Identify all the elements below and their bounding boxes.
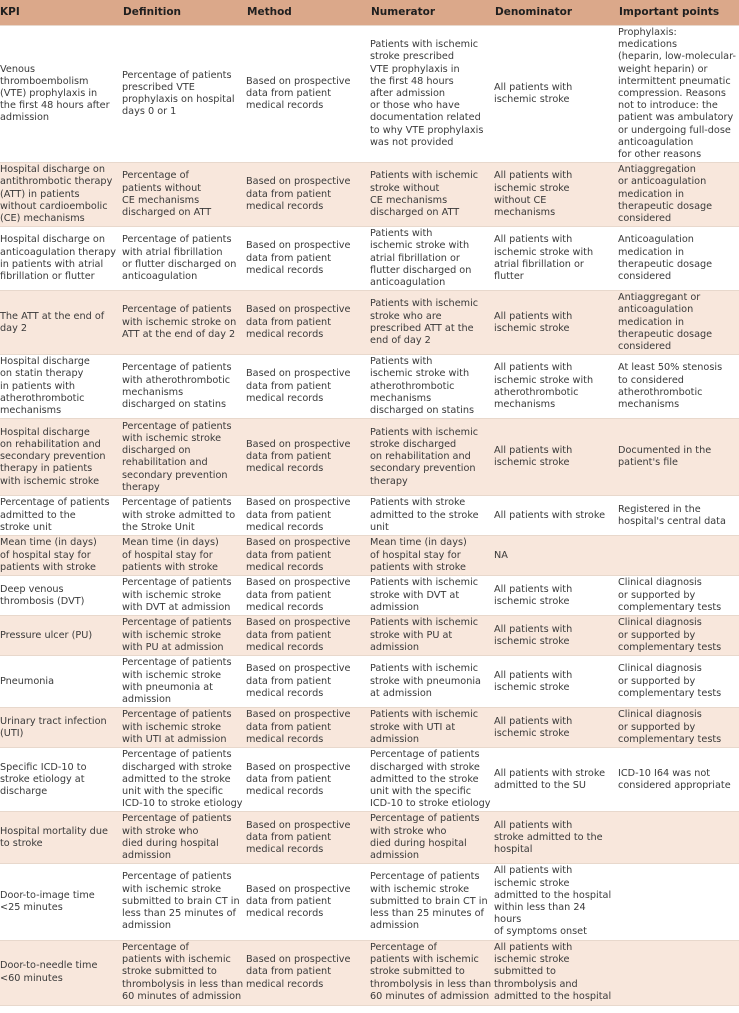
cell-important-points: Clinical diagnosis or supported by complementary tests: [617, 576, 739, 616]
table-row: [0, 26, 739, 163]
cell-denominator: All patients with ischemic stroke: [493, 656, 617, 708]
cell-kpi: The ATT at the end of day 2: [0, 291, 121, 355]
cell-definition: Percentage of patients prescribed VTE prophylaxis on hospital days 0 or 1: [121, 26, 245, 163]
cell-kpi: Door-to-needle time <60 minutes: [0, 940, 121, 1005]
cell-kpi: Pressure ulcer (PU): [0, 616, 121, 656]
cell-kpi: Mean time (in days) of hospital stay for patients with stroke: [0, 536, 121, 576]
header-method: Method: [245, 0, 369, 26]
table-row: [0, 419, 739, 496]
header-important-points: Important points: [617, 0, 739, 26]
cell-important-points: [617, 940, 739, 1005]
cell-definition: Percentage of patients with ischemic stroke with pneumonia at admission: [121, 656, 245, 708]
cell-denominator: All patients with stroke: [493, 496, 617, 536]
cell-method: Based on prospective data from patient medical records: [245, 940, 369, 1005]
cell-numerator: Patients with ischemic stroke discharged on rehabilitation and secondary prevention therapy: [369, 419, 493, 496]
cell-kpi: Venous thromboembolism (VTE) prophylaxis in the first 48 hours after admission: [0, 26, 121, 163]
table-row: [0, 812, 739, 864]
cell-numerator: Patients with ischemic stroke with atherothrombotic mechanisms discharged on statins: [369, 355, 493, 419]
cell-important-points: Documented in the patient's file: [617, 419, 739, 496]
cell-method: Based on prospective data from patient medical records: [245, 616, 369, 656]
cell-numerator: Patients with ischemic stroke with UTI at admission: [369, 708, 493, 748]
cell-definition: Percentage of patients with ischemic stroke submitted to brain CT in less than 25 minutes of admission: [121, 864, 245, 940]
cell-method: Based on prospective data from patient medical records: [245, 496, 369, 536]
cell-denominator: All patients with ischemic stroke: [493, 708, 617, 748]
table-row: [0, 616, 739, 656]
cell-kpi: Deep venous thrombosis (DVT): [0, 576, 121, 616]
cell-kpi: Hospital mortality due to stroke: [0, 812, 121, 864]
cell-kpi: Hospital discharge on rehabilitation and secondary prevention therapy in patients with ischemic stroke: [0, 419, 121, 496]
cell-numerator: Patients with ischemic stroke with pneumonia at admission: [369, 656, 493, 708]
table-row: [0, 864, 739, 940]
table-row: [0, 227, 739, 291]
cell-method: Based on prospective data from patient medical records: [245, 576, 369, 616]
cell-kpi: Hospital discharge on antithrombotic therapy (ATT) in patients without cardioembolic (CE) mechanisms: [0, 163, 121, 227]
cell-definition: Percentage of patients with ischemic stroke submitted to thrombolysis in less than 60 minutes of admission: [121, 940, 245, 1005]
cell-method: Based on prospective data from patient medical records: [245, 708, 369, 748]
cell-kpi: Hospital discharge on statin therapy in patients with atherothrombotic mechanisms: [0, 355, 121, 419]
cell-important-points: Clinical diagnosis or supported by complementary tests: [617, 656, 739, 708]
cell-numerator: Patients with stroke admitted to the stroke unit: [369, 496, 493, 536]
cell-denominator: All patients with ischemic stroke: [493, 616, 617, 656]
table-row: [0, 656, 739, 708]
table-body: [0, 26, 739, 1006]
cell-definition: Percentage of patients with ischemic stroke with DVT at admission: [121, 576, 245, 616]
cell-important-points: Antiaggregation or anticoagulation medication in therapeutic dosage considered: [617, 163, 739, 227]
cell-numerator: Patients with ischemic stroke with atrial fibrillation or flutter discharged on anticoagulation: [369, 227, 493, 291]
cell-denominator: All patients with ischemic stroke admitted to the hospital within less than 24 hours of symptoms onset: [493, 864, 617, 940]
cell-definition: Percentage of patients discharged with stroke admitted to the stroke unit with the specific ICD-10 to stroke etiology: [121, 748, 245, 812]
cell-numerator: Percentage of patients discharged with stroke admitted to the stroke unit with the specific ICD-10 to stroke etiology: [369, 748, 493, 812]
cell-denominator: All patients with ischemic stroke: [493, 576, 617, 616]
cell-kpi: Percentage of patients admitted to the stroke unit: [0, 496, 121, 536]
cell-denominator: All patients with ischemic stroke with atrial fibrillation or flutter: [493, 227, 617, 291]
table-row: [0, 163, 739, 227]
cell-numerator: Patients with ischemic stroke who are prescribed ATT at the end of day 2: [369, 291, 493, 355]
cell-important-points: Prophylaxis: medications (heparin, low-molecular- weight heparin) or intermittent pneumatic compression. Reasons not to introduce: the patient was ambulatory or undergoing full-dose anticoagulation for other reasons: [617, 26, 739, 163]
table-row: [0, 536, 739, 576]
cell-numerator: Percentage of patients with ischemic stroke submitted to thrombolysis in less than 60 minutes of admission: [369, 940, 493, 1005]
cell-definition: Percentage of patients without CE mechanisms discharged on ATT: [121, 163, 245, 227]
cell-numerator: Patients with ischemic stroke with PU at admission: [369, 616, 493, 656]
cell-method: Based on prospective data from patient medical records: [245, 163, 369, 227]
cell-definition: Mean time (in days) of hospital stay for patients with stroke: [121, 536, 245, 576]
cell-important-points: [617, 864, 739, 940]
cell-important-points: [617, 536, 739, 576]
cell-denominator: All patients with ischemic stroke with atherothrombotic mechanisms: [493, 355, 617, 419]
cell-denominator: All patients with stroke admitted to the SU: [493, 748, 617, 812]
table-row: [0, 748, 739, 812]
cell-method: Based on prospective data from patient medical records: [245, 291, 369, 355]
cell-definition: Percentage of patients with ischemic stroke on ATT at the end of day 2: [121, 291, 245, 355]
cell-definition: Percentage of patients with stroke admitted to the Stroke Unit: [121, 496, 245, 536]
cell-important-points: Clinical diagnosis or supported by complementary tests: [617, 616, 739, 656]
cell-important-points: Anticoagulation medication in therapeutic dosage considered: [617, 227, 739, 291]
table-row: [0, 355, 739, 419]
cell-important-points: [617, 812, 739, 864]
cell-method: Based on prospective data from patient medical records: [245, 864, 369, 940]
cell-method: Based on prospective data from patient medical records: [245, 419, 369, 496]
cell-definition: Percentage of patients with ischemic stroke discharged on rehabilitation and secondary prevention therapy: [121, 419, 245, 496]
cell-denominator: All patients with ischemic stroke: [493, 291, 617, 355]
table-row: [0, 291, 739, 355]
cell-denominator: All patients with stroke admitted to the hospital: [493, 812, 617, 864]
cell-method: Based on prospective data from patient medical records: [245, 536, 369, 576]
cell-method: Based on prospective data from patient medical records: [245, 812, 369, 864]
cell-denominator: All patients with ischemic stroke: [493, 26, 617, 163]
cell-important-points: Clinical diagnosis or supported by complementary tests: [617, 708, 739, 748]
cell-important-points: At least 50% stenosis to considered atherothrombotic mechanisms: [617, 355, 739, 419]
table-row: [0, 708, 739, 748]
cell-definition: Percentage of patients with atherothrombotic mechanisms discharged on statins: [121, 355, 245, 419]
cell-important-points: ICD-10 I64 was not considered appropriate: [617, 748, 739, 812]
cell-denominator: NA: [493, 536, 617, 576]
cell-method: Based on prospective data from patient medical records: [245, 656, 369, 708]
table-row: [0, 940, 739, 1005]
cell-denominator: All patients with ischemic stroke without CE mechanisms: [493, 163, 617, 227]
cell-definition: Percentage of patients with ischemic stroke with UTI at admission: [121, 708, 245, 748]
cell-numerator: Percentage of patients with stroke who died during hospital admission: [369, 812, 493, 864]
cell-kpi: Urinary tract infection (UTI): [0, 708, 121, 748]
cell-numerator: Mean time (in days) of hospital stay for patients with stroke: [369, 536, 493, 576]
cell-method: Based on prospective data from patient medical records: [245, 748, 369, 812]
cell-method: Based on prospective data from patient medical records: [245, 26, 369, 163]
header-kpi: KPI: [0, 0, 121, 26]
cell-kpi: Door-to-image time <25 minutes: [0, 864, 121, 940]
cell-definition: Percentage of patients with ischemic stroke with PU at admission: [121, 616, 245, 656]
cell-definition: Percentage of patients with stroke who died during hospital admission: [121, 812, 245, 864]
cell-numerator: Patients with ischemic stroke without CE mechanisms discharged on ATT: [369, 163, 493, 227]
cell-kpi: Pneumonia: [0, 656, 121, 708]
cell-important-points: Registered in the hospital's central data: [617, 496, 739, 536]
cell-important-points: Antiaggregant or anticoagulation medication in therapeutic dosage considered: [617, 291, 739, 355]
cell-numerator: Percentage of patients with ischemic stroke submitted to brain CT in less than 25 minutes of admission: [369, 864, 493, 940]
cell-denominator: All patients with ischemic stroke: [493, 419, 617, 496]
cell-kpi: Hospital discharge on anticoagulation therapy in patients with atrial fibrillation or flutter: [0, 227, 121, 291]
cell-method: Based on prospective data from patient medical records: [245, 227, 369, 291]
cell-kpi: Specific ICD-10 to stroke etiology at discharge: [0, 748, 121, 812]
cell-denominator: All patients with ischemic stroke submitted to thrombolysis and admitted to the hospital: [493, 940, 617, 1005]
header-numerator: Numerator: [369, 0, 493, 26]
table-header: [0, 0, 739, 26]
header-definition: Definition: [121, 0, 245, 26]
table-row: [0, 496, 739, 536]
cell-definition: Percentage of patients with atrial fibrillation or flutter discharged on anticoagulation: [121, 227, 245, 291]
header-denominator: Denominator: [493, 0, 617, 26]
cell-method: Based on prospective data from patient medical records: [245, 355, 369, 419]
table-row: [0, 576, 739, 616]
cell-numerator: Patients with ischemic stroke prescribed VTE prophylaxis in the first 48 hours after admission or those who have documentation related to why VTE prophylaxis was not provided: [369, 26, 493, 163]
cell-numerator: Patients with ischemic stroke with DVT at admission: [369, 576, 493, 616]
